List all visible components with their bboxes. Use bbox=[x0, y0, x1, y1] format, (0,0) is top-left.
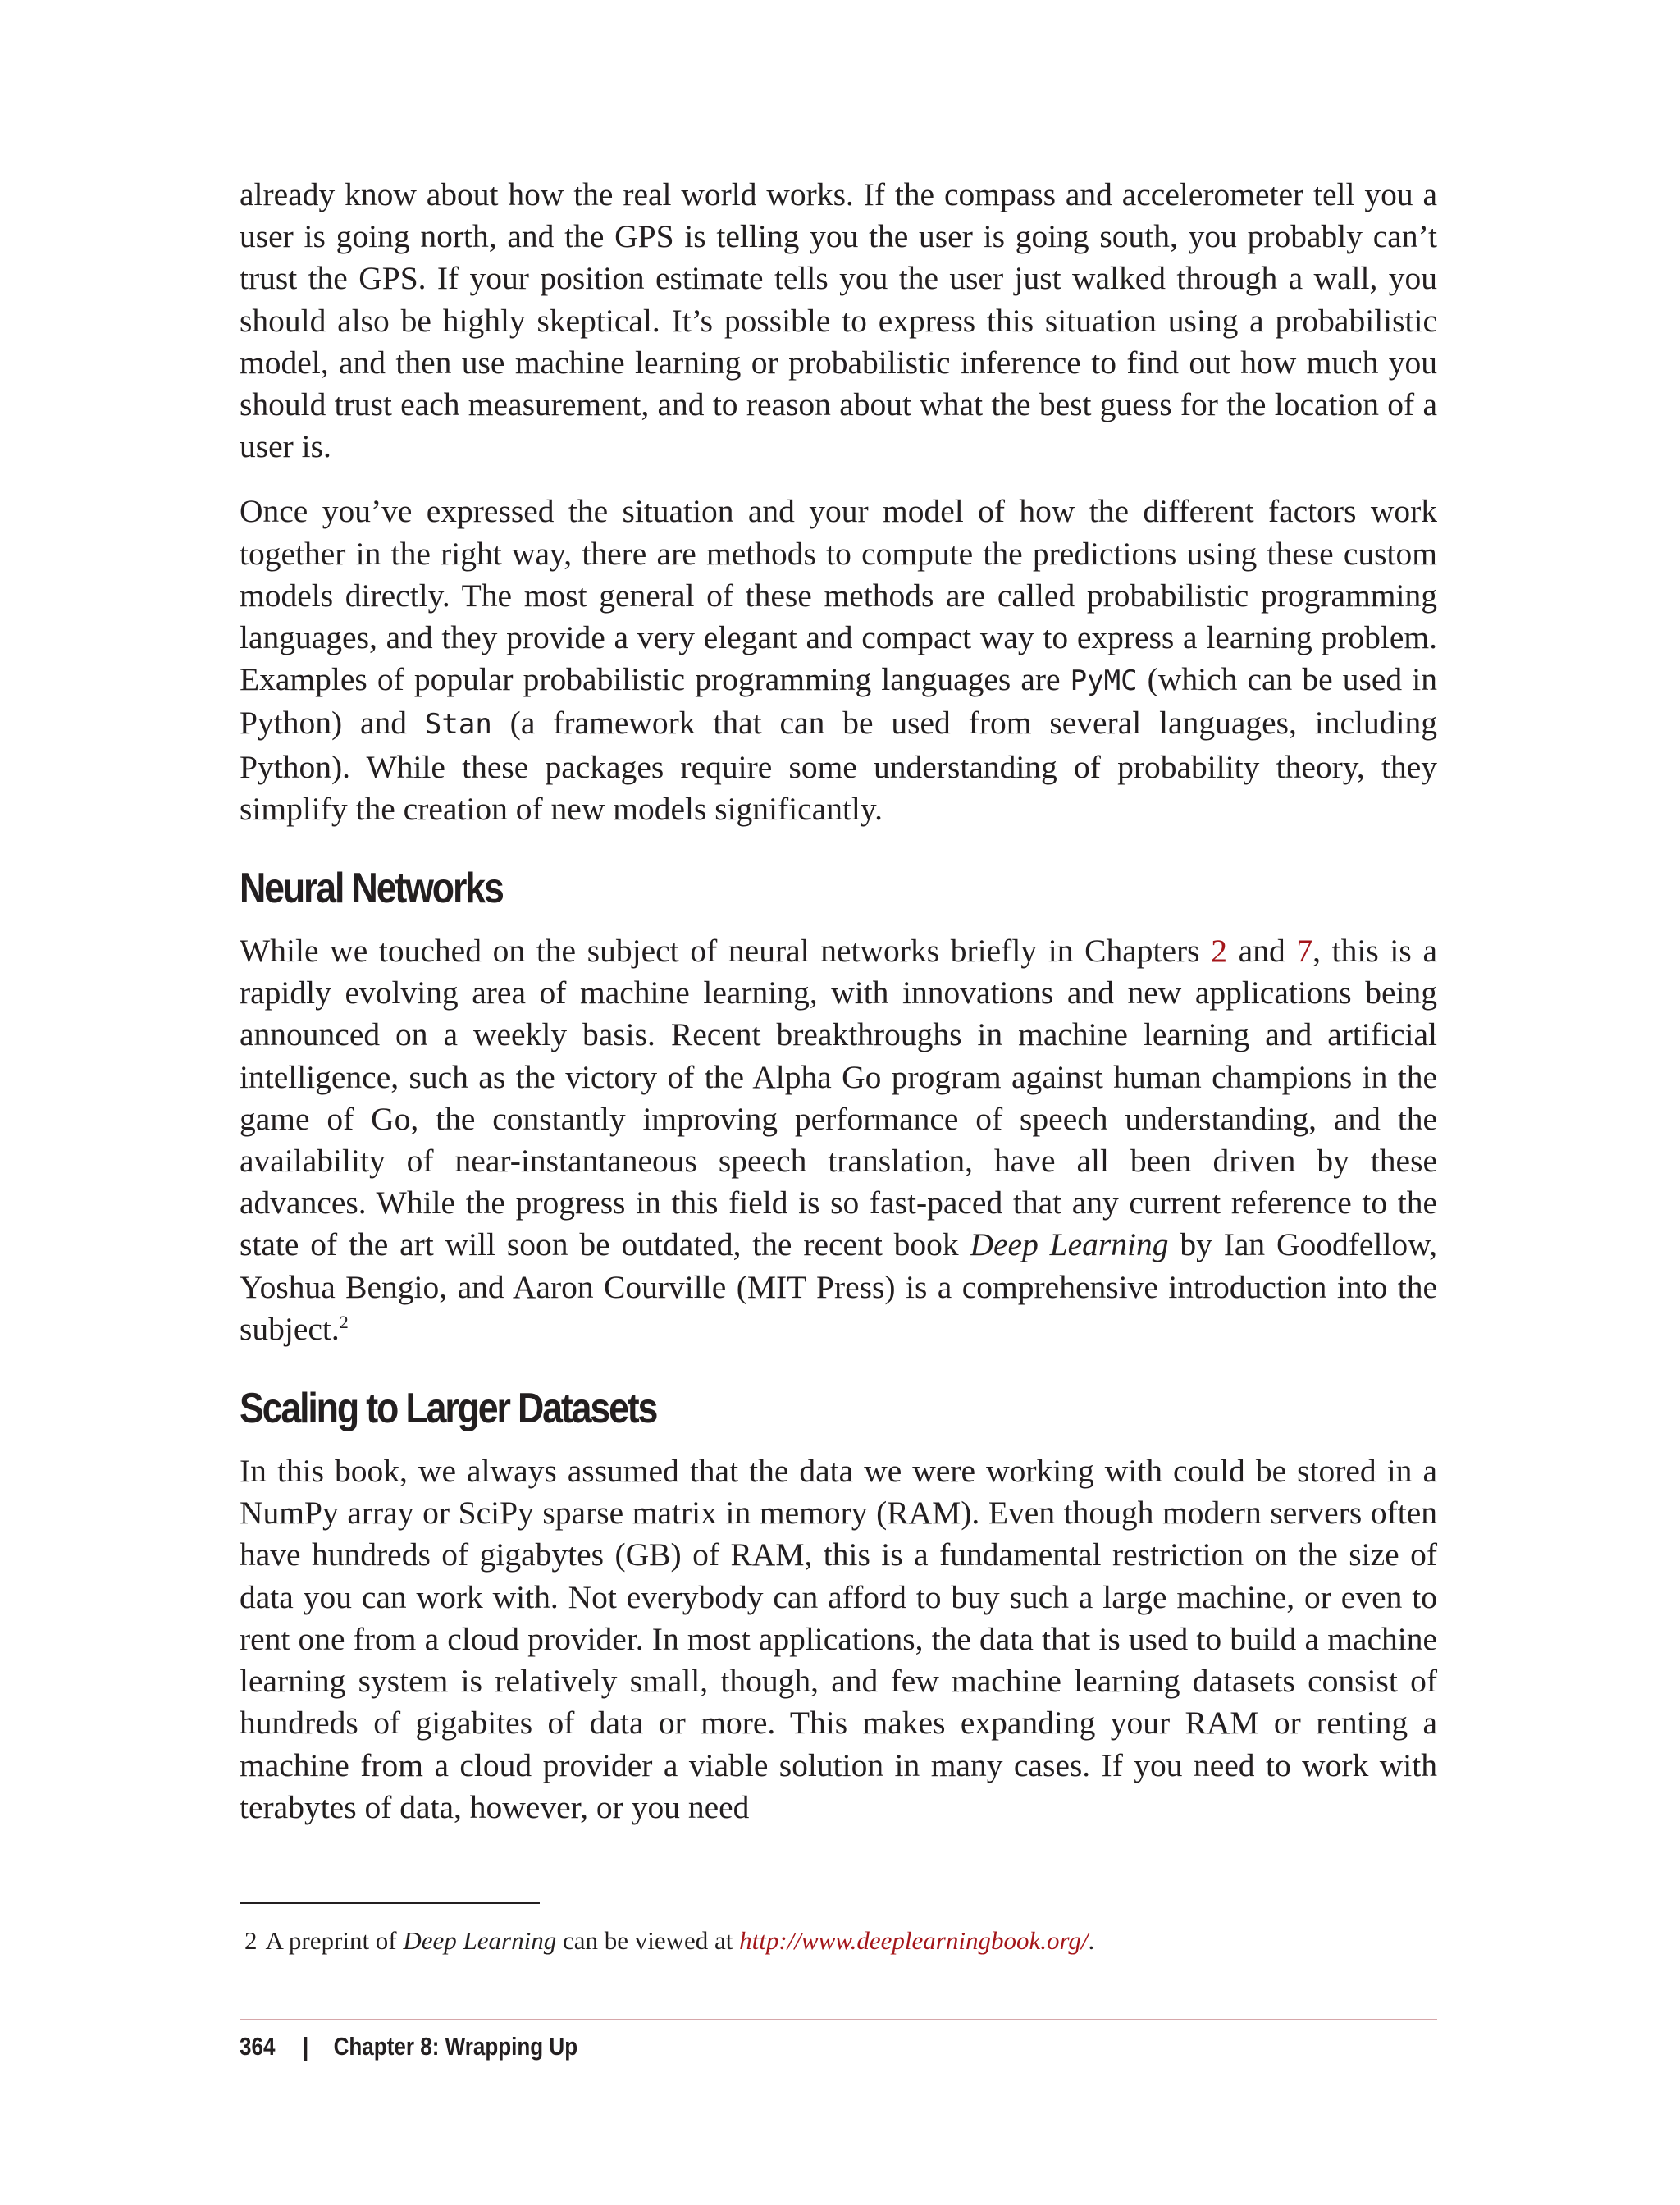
page-content bbox=[240, 174, 1437, 1851]
neural-text-b: and bbox=[1226, 933, 1297, 970]
footnote-text-b: can be viewed at bbox=[556, 1926, 740, 1955]
page-footer bbox=[240, 2026, 578, 2067]
paragraph-2-text-a: Once you’ve expressed the situation and your model of how the different factors work together in the right way, there are methods to compute the predictions using these custom models directly. The most general of these methods are called probabilistic programming languages, and they provide a very elegant and compact way to express a learning problem. Examples of popular probabilistic programming languages are bbox=[240, 493, 1437, 698]
footnote-divider bbox=[240, 1902, 540, 1904]
footer-divider bbox=[240, 2019, 1437, 2020]
heading-neural-networks: Neural Networks bbox=[240, 865, 503, 913]
book-title-deep-learning: Deep Learning bbox=[970, 1226, 1169, 1263]
page-number: 364 bbox=[240, 2032, 276, 2061]
footnote-url-link[interactable]: http://www.deeplearningbook.org/ bbox=[739, 1926, 1089, 1955]
chapter-2-link[interactable]: 2 bbox=[1211, 933, 1227, 970]
paragraph-2-text-c: (a framework that can be used from several languages, including Python). While these packages require some understanding of probability theory, they simplify the creation of new models significantly. bbox=[240, 705, 1437, 827]
paragraph-1: already know about how the real world works. If the compass and accelerometer tell you a user is going north, and the GPS is telling you the user is going south, you probably can’t trust the GPS. If your position estimate tells you the user just walked through a wall, you should also be highly skeptical. It’s possible to express this situation using a probabilistic model, and then use machine learning or probabilistic inference to find out how much you should trust each measurement, and to reason about what the best guess for the location of a user is. bbox=[240, 176, 1437, 465]
footnote-number: 2 bbox=[244, 1926, 258, 1955]
footnote-text-a: A preprint of bbox=[265, 1926, 404, 1955]
footnote-ref[interactable]: 2 bbox=[339, 1311, 349, 1332]
heading-scaling-datasets: Scaling to Larger Datasets bbox=[240, 1385, 657, 1433]
paragraph-2 bbox=[240, 491, 1437, 830]
paragraph-neural-networks bbox=[240, 930, 1437, 1350]
chapter-7-link[interactable]: 7 bbox=[1296, 933, 1313, 970]
neural-text-d: by Ian Goodfellow, Yoshua Bengio, and Aaron Courville (MIT Press) is a comprehensive introduction into the subject. bbox=[240, 1226, 1438, 1347]
paragraph-scaling: In this book, we always assumed that the data we were working with could be stored in a NumPy array or SciPy sparse matrix in memory (RAM). Even though modern servers often have hundreds of gigabytes (GB) of RAM, this is a fundamental restriction on the size of data you can work with. Not everybody can afford to buy such a large machine, or even to rent one from a cloud provider. In most applications, the data that is used to build a machine learning system is relatively small, though, and few machine learning datasets consist of hundreds of gigabites of data or more. This makes expanding your RAM or renting a machine from a cloud provider a viable solution in many cases. If you need to work with terabytes of data, however, or you need bbox=[240, 1453, 1437, 1825]
code-stan: Stan bbox=[424, 708, 492, 742]
paragraph-2-text-b: (which can be used in Python) and bbox=[240, 661, 1437, 742]
footnote-text-c: . bbox=[1088, 1926, 1095, 1955]
neural-text-c: , this is a rapidly evolving area of machine learning, with innovations and new applications being announced on a weekly basis. Recent breakthroughs in machine learning and artificial intelligence, such as the victory of the Alpha Go program against human champions in the game of Go, the constantly improving performance of speech understanding, and the availability of near-instantaneous speech translation, have all been driven by these advances. While the progress in this field is so fast-paced that any current reference to the state of the art will soon be outdated, the recent book bbox=[240, 933, 1437, 1263]
footer-separator: | bbox=[303, 2032, 309, 2061]
code-pymc: PyMC bbox=[1070, 664, 1138, 698]
neural-text-a: While we touched on the subject of neural networks briefly in Chapters bbox=[240, 933, 1212, 970]
footnote bbox=[244, 1924, 1434, 1958]
chapter-title: Chapter 8: Wrapping Up bbox=[333, 2032, 578, 2061]
footnote-book-title: Deep Learning bbox=[403, 1926, 557, 1955]
